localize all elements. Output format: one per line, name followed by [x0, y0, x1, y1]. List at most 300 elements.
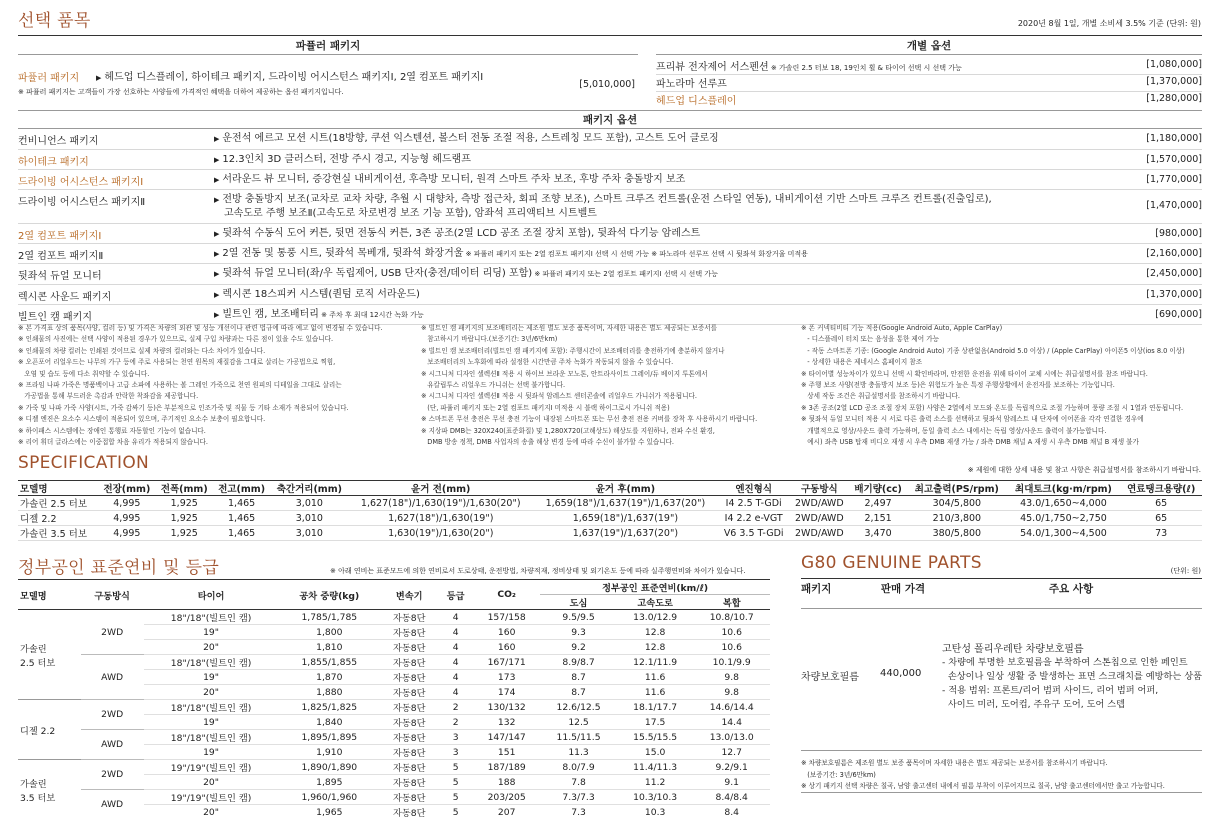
efficiency-cell: 8.7: [540, 670, 617, 685]
spec-header-cell: 구동방식: [790, 481, 849, 496]
efficiency-cell: 173: [473, 670, 540, 685]
spec-header-cell: 전고(mm): [213, 481, 270, 496]
efficiency-cell: 19": [144, 625, 279, 640]
efficiency-cell: 1,810: [278, 640, 380, 655]
indiv-option-price: [1,280,000]: [1146, 93, 1202, 104]
efficiency-cell: 자동8단: [380, 610, 438, 625]
note-line: (단, 파퓰러 패키지 또는 2열 컴포트 패키지Ⅰ 미적용 시 블랙 하이그로시 가니쉬 적용): [421, 403, 670, 412]
efficiency-cell: 9.2/9.1: [693, 760, 770, 775]
spec-cell: 304/5,800: [907, 496, 1006, 511]
spec-cell: 1,465: [213, 526, 270, 541]
efficiency-cell: 1,840: [278, 715, 380, 730]
note-line: ※ 가죽 및 나파 가죽 사양(시트, 가죽 감싸기 등)은 부분적으로 인조가죽 및 직물 등 기타 소재가 적용되어 있습니다.: [18, 403, 349, 412]
efficiency-cell: 13.0/13.0: [693, 730, 770, 745]
note-line: ※ 빌트인 캠 패키지의 보조배터리는 제조원 별도 보증 품목이며, 자세한 내용은 별도 제공되는 보증서를: [421, 324, 718, 332]
efficiency-row: [18, 700, 770, 715]
efficiency-row: [18, 730, 770, 745]
arrow-icon: ▶: [214, 230, 220, 238]
package-row: [18, 170, 1202, 190]
package-desc-text: 2열 전동 및 통풍 시트, 뒷좌석 목베개, 뒷좌석 화장거울: [222, 248, 464, 259]
arrow-icon: ▶: [96, 74, 102, 82]
note-line: - 디스플레이 터치 또는 음성을 통한 제어 가능: [801, 335, 939, 344]
popular-package-name: 파퓰러 패키지: [18, 73, 80, 84]
efficiency-row: [18, 655, 770, 670]
efficiency-cell: 13.0/12.9: [617, 610, 694, 625]
rule: [18, 35, 1202, 36]
efficiency-cell: 자동8단: [380, 700, 438, 715]
spec-row: [18, 511, 1202, 526]
efficiency-cell: 5: [438, 790, 473, 805]
efficiency-cell: 1,965: [278, 805, 380, 817]
spec-cell: 3,010: [270, 526, 348, 541]
spec-cell: 3,470: [849, 526, 907, 541]
efficiency-header-cell: 변속기: [380, 580, 438, 610]
spec-cell: 1,465: [213, 496, 270, 511]
spec-header-cell: 윤거 전(mm): [348, 481, 533, 496]
rule: [801, 608, 1202, 609]
efficiency-cell: 7.3/7.3: [540, 790, 617, 805]
parts-desc-line: - 적용 범위: 프론트/리어 범퍼 사이드, 리어 범퍼 어퍼,: [942, 685, 1159, 696]
select-section-title: 선택 품목: [18, 11, 91, 31]
note-line: ※ 인쇄물의 차량 컬러는 인쇄된 것이므로 실제 차량의 컬러와는 다소 차이가 있습니다.: [18, 346, 266, 355]
efficiency-cell: 4: [438, 610, 473, 625]
parts-header-price: 판매 가격: [880, 583, 926, 595]
spec-cell: 65: [1120, 496, 1202, 511]
efficiency-cell: 19"/19"(빌트인 캠): [144, 760, 279, 775]
spec-cell: 43.0/1,650~4,000: [1007, 496, 1121, 511]
package-name: 드라이빙 어시스턴스 패키지Ⅱ: [18, 197, 146, 208]
spec-cell: 73: [1120, 526, 1202, 541]
indiv-option-price: [1,370,000]: [1146, 76, 1202, 87]
efficiency-header-cell: 타이어: [144, 580, 279, 610]
efficiency-cell: 12.7: [693, 745, 770, 760]
note-line: ※ 3존 공조(2열 LCD 공조 조절 장치 포함) 사양은 2열에서 모드와 온도를 독립적으로 조절 가능하며 풍량 조절 시 1열과 연동됩니다.: [801, 403, 1184, 412]
note-line: ※ 주행 보조 사양(전방 충돌방지 보조 등)은 위험도가 높은 특정 주행상황에서 운전자를 보조하는 기능입니다.: [801, 381, 1115, 390]
efficiency-cell: 9.1: [693, 775, 770, 790]
efficiency-cell: 18"/18"(빌트인 캠): [144, 655, 279, 670]
parts-price: 440,000: [880, 668, 922, 679]
package-price: [1,370,000]: [1146, 289, 1202, 300]
efficiency-cell: 1,785/1,785: [278, 610, 380, 625]
spec-cell: 1,627(18")/1,630(19")/1,630(20"): [348, 496, 533, 511]
spec-cell: 380/5,800: [907, 526, 1006, 541]
efficiency-cell: 11.6: [617, 670, 694, 685]
package-name: 빌트인 캠 패키지: [18, 312, 92, 323]
efficiency-cell: 203/205: [473, 790, 540, 805]
efficiency-cell: 자동8단: [380, 760, 438, 775]
efficiency-note: ※ 아래 연비는 표준모드에 의한 연비로서 도로상태, 운전방법, 차량적재, 정비상태 및 외기온도 등에 따라 실주행연비와 차이가 있습니다.: [330, 567, 746, 575]
note-line: ※ 오픈포어 리얼우드는 나무의 가구 등에 주로 사용되는 천연 원목의 재질감을 그대로 살리는 가공법으로 찍힘,: [18, 358, 336, 367]
efficiency-cell: 9.3: [540, 625, 617, 640]
spec-cell: 2,497: [849, 496, 907, 511]
efficiency-cell: 12.8: [617, 625, 694, 640]
spec-cell: V6 3.5 T-GDi: [718, 526, 790, 541]
notes-column-3: [801, 323, 1211, 448]
spec-cell: 54.0/1,300~4,500: [1007, 526, 1121, 541]
efficiency-header-cell: 등급: [438, 580, 473, 610]
note-line: ※ 폰 커넥티비티 기능 적용(Google Android Auto, Apple CarPlay): [801, 324, 1003, 332]
efficiency-header-cell: 공차 중량(kg): [278, 580, 380, 610]
package-row: [18, 190, 1202, 224]
spec-cell: 1,925: [156, 526, 213, 541]
efficiency-cell: 12.1/11.9: [617, 655, 694, 670]
parts-note-line: (보증기간: 3년/6만km): [801, 770, 876, 779]
arrow-icon: ▶: [214, 176, 220, 184]
arrow-icon: ▶: [214, 156, 220, 164]
efficiency-cell: 5: [438, 805, 473, 817]
parts-note-line: ※ 차량보호필름은 제조원 별도 보증 품목이며 자세한 내용은 별도 제공되는 보증서를 참조하시기 바랍니다.: [801, 759, 1108, 767]
package-desc: [214, 247, 1094, 261]
note-line: ※ 지상파 DMB는 320X240(표준화질) 및 1,280X720(고해상도) 해상도를 지원하나, 전파 수신 환경,: [421, 426, 715, 435]
efficiency-cell: 4: [438, 625, 473, 640]
rule: [656, 91, 1202, 92]
efficiency-cell: 1,825/1,825: [278, 700, 380, 715]
efficiency-cell: 14.6/14.4: [693, 700, 770, 715]
efficiency-cell: 1,870: [278, 670, 380, 685]
efficiency-cell: 1,895/1,895: [278, 730, 380, 745]
parts-section-title: G80 GENUINE PARTS: [801, 553, 982, 573]
package-desc-text: 렉시콘 18스피커 시스템(퀀텀 로직 서라운드): [222, 289, 420, 300]
note-line: ※ 디젤 엔진은 요소수 시스템이 적용되어 있으며, 주기적인 요소수 보충이 필요합니다.: [18, 415, 266, 424]
spec-cell: 2WD/AWD: [790, 496, 849, 511]
efficiency-cell: 9.8: [693, 670, 770, 685]
rule: [656, 74, 1202, 75]
parts-header-package: 패키지: [801, 583, 832, 595]
package-row: [18, 150, 1202, 170]
efficiency-model-cell: 가솔린 3.5 터보: [18, 760, 81, 817]
efficiency-cell: 207: [473, 805, 540, 817]
efficiency-cell: 2: [438, 700, 473, 715]
efficiency-cell: 1,855/1,855: [278, 655, 380, 670]
spec-cell: 65: [1120, 511, 1202, 526]
efficiency-cell: 1,800: [278, 625, 380, 640]
parts-desc: [942, 656, 1202, 712]
rule: [801, 578, 1202, 579]
spec-header-cell: 엔진형식: [718, 481, 790, 496]
note-line: ※ 시그니처 디자인 셀렉션Ⅱ 적용 시 하이브 브라운 모노톤, 안트라사이트 그레이/듀 베이지 투톤에서: [421, 369, 708, 378]
note-line: 개별적으로 영상/사운드 출력 가능하며, 동일 출력 소스 내에서는 독립 영상/사운드 출력이 불가능합니다.: [801, 426, 1107, 435]
efficiency-cell: 160: [473, 625, 540, 640]
spec-cell: 1,925: [156, 496, 213, 511]
efficiency-cell: 19": [144, 670, 279, 685]
efficiency-cell: 2: [438, 715, 473, 730]
package-name: 2열 컴포트 패키지Ⅱ: [18, 251, 104, 262]
efficiency-cell: 11.6: [617, 685, 694, 700]
spec-note: ※ 제원에 대한 상세 내용 및 참고 사항은 취급설명서를 참조하시기 바랍니다.: [967, 466, 1201, 474]
popular-package-price: [5,010,000]: [579, 79, 635, 90]
efficiency-cell: 10.1/9.9: [693, 655, 770, 670]
efficiency-cell: 10.6: [693, 640, 770, 655]
spec-header-cell: 전장(mm): [98, 481, 155, 496]
spec-cell: 1,465: [213, 511, 270, 526]
spec-cell: 1,627(18")/1,630(19"): [348, 511, 533, 526]
efficiency-cell: 7.3: [540, 805, 617, 817]
efficiency-cell: 자동8단: [380, 670, 438, 685]
indiv-option-name: 프리뷰 전자제어 서스펜션 ※ 가솔린 2.5 터보 18, 19인치 휠 & 타이어 선택 시 선택 가능: [656, 62, 962, 73]
efficiency-cell: 자동8단: [380, 745, 438, 760]
spec-cell: I4 2.2 e-VGT: [718, 511, 790, 526]
note-line: DMB 방송 정책, DMB 사업자의 송출 해상 변경 등에 따라 수신이 불가할 수 있습니다.: [421, 438, 675, 447]
spec-cell: 3,010: [270, 511, 348, 526]
efficiency-cell: 자동8단: [380, 640, 438, 655]
package-row: [18, 129, 1202, 150]
notes-column-1: [18, 323, 418, 448]
notes-column-2: [421, 323, 801, 448]
efficiency-model-cell: 가솔린 2.5 터보: [18, 610, 81, 700]
parts-unit: (단위: 원): [1170, 567, 1201, 575]
parts-desc-title: 고탄성 폴리우레탄 차량보호필름: [942, 644, 1084, 655]
efficiency-cell: 12.8: [617, 640, 694, 655]
package-price: [1,180,000]: [1146, 133, 1202, 144]
efficiency-cell: 187/189: [473, 760, 540, 775]
spec-cell: 2,151: [849, 511, 907, 526]
efficiency-cell: 167/171: [473, 655, 540, 670]
efficiency-cell: 11.3: [540, 745, 617, 760]
rule: [18, 54, 638, 55]
efficiency-header-cell: CO₂: [473, 580, 540, 610]
efficiency-cell: 8.0/7.9: [540, 760, 617, 775]
efficiency-subheader-cell: 복합: [693, 595, 770, 610]
spec-row: [18, 526, 1202, 541]
package-note: ※ 파퓰러 패키지 또는 2열 컴포트 패키지Ⅰ 선택 시 선택 가능 ※ 파노라마 선루프 선택 시 뒷좌석 화장거울 미적용: [463, 250, 808, 258]
package-name: 렉시콘 사운드 패키지: [18, 292, 112, 303]
spec-header-cell: 연료탱크용량(ℓ): [1120, 481, 1202, 496]
parts-name: 차량보호필름: [801, 672, 859, 683]
spec-cell: 210/3,800: [907, 511, 1006, 526]
efficiency-cell: 160: [473, 640, 540, 655]
efficiency-cell: 7.8: [540, 775, 617, 790]
indiv-option-name: 파노라마 선루프: [656, 79, 727, 90]
package-note: ※ 주차 후 최대 12시간 녹화 가능: [318, 311, 424, 319]
spec-cell: I4 2.5 T-GDi: [718, 496, 790, 511]
efficiency-cell: 1,960/1,960: [278, 790, 380, 805]
popular-package-note: ※ 파퓰러 패키지는 고객들이 가장 선호하는 사양들에 가격적인 혜택을 더하여 제공하는 옵션 패키지입니다.: [18, 88, 344, 96]
package-desc: [214, 267, 1094, 281]
note-line: ※ 프라임 나파 가죽은 명품백이나 고급 소파에 사용하는 볼 그레인 가죽으로 천연 원피의 디테일을 그대로 살리는: [18, 381, 342, 390]
efficiency-table: [18, 579, 770, 817]
note-line: 가공법을 통해 부드러운 촉감과 안락한 착좌감을 제공합니다.: [18, 392, 199, 401]
efficiency-cell: 1,895: [278, 775, 380, 790]
efficiency-header-cell: 정부공인 표준연비(km/ℓ): [540, 580, 770, 595]
package-desc-text: 뒷좌석 수동식 도어 커튼, 뒷면 전동식 커튼, 3존 공조(2열 LCD 공조 조절 장치 포함), 뒷좌석 다기능 암레스트: [222, 228, 701, 239]
efficiency-cell: 132: [473, 715, 540, 730]
parts-header-detail: 주요 사항: [1048, 583, 1094, 595]
rule: [18, 110, 1202, 111]
efficiency-cell: 157/158: [473, 610, 540, 625]
efficiency-cell: 자동8단: [380, 775, 438, 790]
efficiency-cell: 174: [473, 685, 540, 700]
efficiency-cell: 5: [438, 760, 473, 775]
spec-cell: 1,630(19")/1,630(20"): [348, 526, 533, 541]
package-price: [1,570,000]: [1146, 154, 1202, 165]
spec-section-title: SPECIFICATION: [18, 453, 150, 473]
spec-cell: 45.0/1,750~2,750: [1007, 511, 1121, 526]
indiv-option-name: 헤드업 디스플레이: [656, 96, 737, 107]
indiv-header: 개별 옵션: [906, 40, 952, 52]
efficiency-header-cell: 모델명: [18, 580, 81, 610]
package-desc: [214, 288, 1094, 302]
efficiency-cell: 14.4: [693, 715, 770, 730]
note-line: 예시) 좌측 USB 탑재 비디오 재생 시 우측 DMB 재생 가능 / 좌측 DMB 채널 A 재생 시 우측 DMB 채널 B 재생 불가: [801, 438, 1139, 447]
spec-header-cell: 전폭(mm): [156, 481, 213, 496]
efficiency-cell: 18.1/17.7: [617, 700, 694, 715]
spec-header-cell: 윤거 후(mm): [533, 481, 718, 496]
efficiency-cell: 10.6: [693, 625, 770, 640]
package-desc: [214, 193, 1094, 220]
spec-header-cell: 최고출력(PS/rpm): [907, 481, 1006, 496]
spec-cell: 4,995: [98, 526, 155, 541]
note-line: ※ 뒷좌석 듀얼 모니터 적용 시 서로 다른 출력 소스를 선택하고 뒷좌석 암레스트 내 단자에 이어폰을 각각 연결한 경우에: [801, 415, 1144, 424]
efficiency-cell: 4: [438, 670, 473, 685]
spec-header-cell: 모델명: [18, 481, 98, 496]
package-row: [18, 285, 1202, 305]
note-line: ※ 인쇄물의 사진에는 선택 사양이 적용된 경우가 있으므로, 실제 구입 차량과는 다른 점이 있을 수도 있습니다.: [18, 335, 334, 344]
note-line: ※ 리어 휘더 글라스에는 이중접합 차음 유리가 적용되지 않습니다.: [18, 438, 208, 447]
efficiency-cell: 17.5: [617, 715, 694, 730]
spec-cell: 1,925: [156, 511, 213, 526]
note-line: ※ 빌트인 캠 보조배터리(빌트인 캠 패키지에 포함): 주행시간이 보조배터리를 충전하기에 충분하지 않거나: [421, 346, 725, 355]
efficiency-cell: 12.6/12.5: [540, 700, 617, 715]
efficiency-cell: 4: [438, 685, 473, 700]
efficiency-cell: 12.5: [540, 715, 617, 730]
efficiency-cell: 자동8단: [380, 655, 438, 670]
note-line: 유칼립투스 리얼우드 가니쉬는 선택 불가합니다.: [421, 381, 566, 390]
note-line: - 상세한 내용은 제네시스 홈페이지 참조: [801, 358, 923, 367]
note-line: 보조배터리의 노후화에 따라 설정한 시간만큼 주차 녹화가 작동되지 않을 수 있습니다.: [421, 358, 674, 367]
efficiency-subheader-cell: 도심: [540, 595, 617, 610]
efficiency-drive-cell: 2WD: [81, 760, 144, 790]
package-name: 드라이빙 어시스턴스 패키지Ⅰ: [18, 177, 144, 188]
efficiency-cell: 19": [144, 715, 279, 730]
spec-header-cell: 배기량(cc): [849, 481, 907, 496]
note-line: ※ 하이패스 시스템에는 장애인 통행료 자동할인 기능이 없습니다.: [18, 426, 206, 435]
spec-cell: 1,637(19")/1,637(20"): [533, 526, 718, 541]
package-name: 뒷좌석 듀얼 모니터: [18, 271, 102, 282]
package-desc-text: 뒷좌석 듀얼 모니터(좌/우 독립제어, USB 단자(충전/데이터 리딩) 포함): [222, 268, 533, 279]
parts-note-line: ※ 상기 패키지 선택 차량은 칠곡, 남양 출고센터 내에서 필름 부착이 이루어지므로 칠곡, 남양 출고센터에서만 출고 가능합니다.: [801, 782, 1165, 790]
efficiency-cell: 1,880: [278, 685, 380, 700]
efficiency-cell: 19"/19"(빌트인 캠): [144, 790, 279, 805]
indiv-option-note: ※ 가솔린 2.5 터보 18, 19인치 휠 & 타이어 선택 시 선택 가능: [768, 64, 962, 72]
parts-notes: [801, 758, 1165, 793]
package-row: [18, 244, 1202, 264]
package-desc-text: 서라운드 뷰 모니터, 증강현실 내비게이션, 후측방 모니터, 원격 스마트 주차 보조, 후방 주차 충돌방지 보조: [222, 174, 686, 185]
efficiency-cell: 자동8단: [380, 805, 438, 817]
efficiency-drive-cell: 2WD: [81, 610, 144, 655]
spec-cell: 4,995: [98, 511, 155, 526]
efficiency-cell: 15.0: [617, 745, 694, 760]
efficiency-row: [18, 760, 770, 775]
efficiency-cell: 151: [473, 745, 540, 760]
efficiency-cell: 20": [144, 685, 279, 700]
efficiency-cell: 8.4: [693, 805, 770, 817]
package-row: [18, 264, 1202, 285]
spec-cell: 가솔린 3.5 터보: [18, 526, 98, 541]
efficiency-drive-cell: AWD: [81, 655, 144, 700]
package-price: [2,450,000]: [1146, 268, 1202, 279]
efficiency-cell: 9.2: [540, 640, 617, 655]
efficiency-cell: 자동8단: [380, 685, 438, 700]
efficiency-cell: 20": [144, 805, 279, 817]
package-price: [1,470,000]: [1146, 200, 1202, 211]
popular-header: 파퓰러 패키지: [295, 40, 361, 52]
rule: [801, 750, 1202, 751]
efficiency-cell: 자동8단: [380, 730, 438, 745]
efficiency-cell: 4: [438, 640, 473, 655]
package-desc: [214, 308, 1094, 322]
date-note: 2020년 8월 1일, 개별 소비세 3.5% 기준 (단위: 원): [1017, 19, 1201, 28]
note-line: 참고하시기 바랍니다.(보증기간: 3년/6만km): [421, 335, 558, 344]
efficiency-cell: 5: [438, 775, 473, 790]
arrow-icon: ▶: [214, 311, 220, 319]
efficiency-cell: 8.9/8.7: [540, 655, 617, 670]
efficiency-cell: 8.4/8.4: [693, 790, 770, 805]
efficiency-model-cell: 디젤 2.2: [18, 700, 81, 760]
efficiency-cell: 130/132: [473, 700, 540, 715]
efficiency-cell: 4: [438, 655, 473, 670]
indiv-option-price: [1,080,000]: [1146, 59, 1202, 70]
package-price: [980,000]: [1155, 228, 1202, 239]
package-name: 하이테크 패키지: [18, 157, 89, 168]
efficiency-drive-cell: AWD: [81, 730, 144, 760]
efficiency-row: [18, 610, 770, 625]
efficiency-cell: 11.2: [617, 775, 694, 790]
package-note: ※ 파퓰러 패키지 또는 2열 컴포트 패키지Ⅰ 선택 시 선택 가능: [532, 270, 718, 278]
efficiency-cell: 8.7: [540, 685, 617, 700]
efficiency-cell: 10.3: [617, 805, 694, 817]
arrow-icon: ▶: [214, 135, 220, 143]
spec-cell: 1,659(18")/1,637(19")/1,637(20"): [533, 496, 718, 511]
efficiency-header-cell: 구동방식: [81, 580, 144, 610]
package-desc-text-2: 고속도로 주행 보조Ⅱ(고속도로 차로변경 보조 기능 포함), 암좌석 프리액티브 시트벨트: [224, 208, 597, 219]
spec-cell: 가솔린 2.5 터보: [18, 496, 98, 511]
spec-header-cell: 축간거리(mm): [270, 481, 348, 496]
efficiency-row: [18, 790, 770, 805]
package-name: 2열 컴포트 패키지Ⅰ: [18, 231, 102, 242]
efficiency-cell: 1,910: [278, 745, 380, 760]
efficiency-cell: 11.5/11.5: [540, 730, 617, 745]
efficiency-cell: 18"/18"(빌트인 캠): [144, 730, 279, 745]
rule: [801, 792, 1202, 793]
efficiency-cell: 10.3/10.3: [617, 790, 694, 805]
spec-row: [18, 496, 1202, 511]
note-line: 상세 작동 조건은 취급설명서를 참조하시기 바랍니다.: [801, 392, 960, 401]
efficiency-cell: 188: [473, 775, 540, 790]
package-desc: [214, 173, 1094, 187]
efficiency-cell: 9.5/9.5: [540, 610, 617, 625]
rule: [656, 54, 1202, 55]
efficiency-cell: 자동8단: [380, 715, 438, 730]
efficiency-cell: 20": [144, 640, 279, 655]
popular-package-desc: [96, 68, 483, 83]
note-line: 오염 및 습도 등에 다소 취약할 수 있습니다.: [18, 369, 150, 378]
package-price: [2,160,000]: [1146, 248, 1202, 259]
package-desc: [214, 132, 1094, 146]
package-price: [690,000]: [1155, 309, 1202, 320]
note-line: ※ 타이어별 성능차이가 있으니 선택 시 확인바라며, 안전한 운전을 위해 타이어 교체 시에는 취급설명서를 참조 바랍니다.: [801, 369, 1148, 378]
spec-cell: 1,659(18")/1,637(19"): [533, 511, 718, 526]
spec-header-cell: 최대토크(kg·m/rpm): [1007, 481, 1121, 496]
popular-desc-text: 헤드업 디스플레이, 하이테크 패키지, 드라이빙 어시스턴스 패키지Ⅰ, 2열 컴포트 패키지Ⅰ: [104, 72, 484, 83]
efficiency-cell: 18"/18"(빌트인 캠): [144, 700, 279, 715]
note-line: ※ 본 가격표 상의 품목(사양, 컬러 등) 및 가격은 차량의 외관 및 성능 개선이나 관련 법규에 따라 예고 없이 변경될 수 있습니다.: [18, 324, 383, 332]
spec-table: [18, 480, 1202, 541]
efficiency-cell: 11.4/11.3: [617, 760, 694, 775]
package-desc-text: 빌트인 캠, 보조배터리: [222, 309, 319, 320]
arrow-icon: ▶: [214, 270, 220, 278]
package-desc: [214, 153, 1094, 167]
package-price: [1,770,000]: [1146, 174, 1202, 185]
